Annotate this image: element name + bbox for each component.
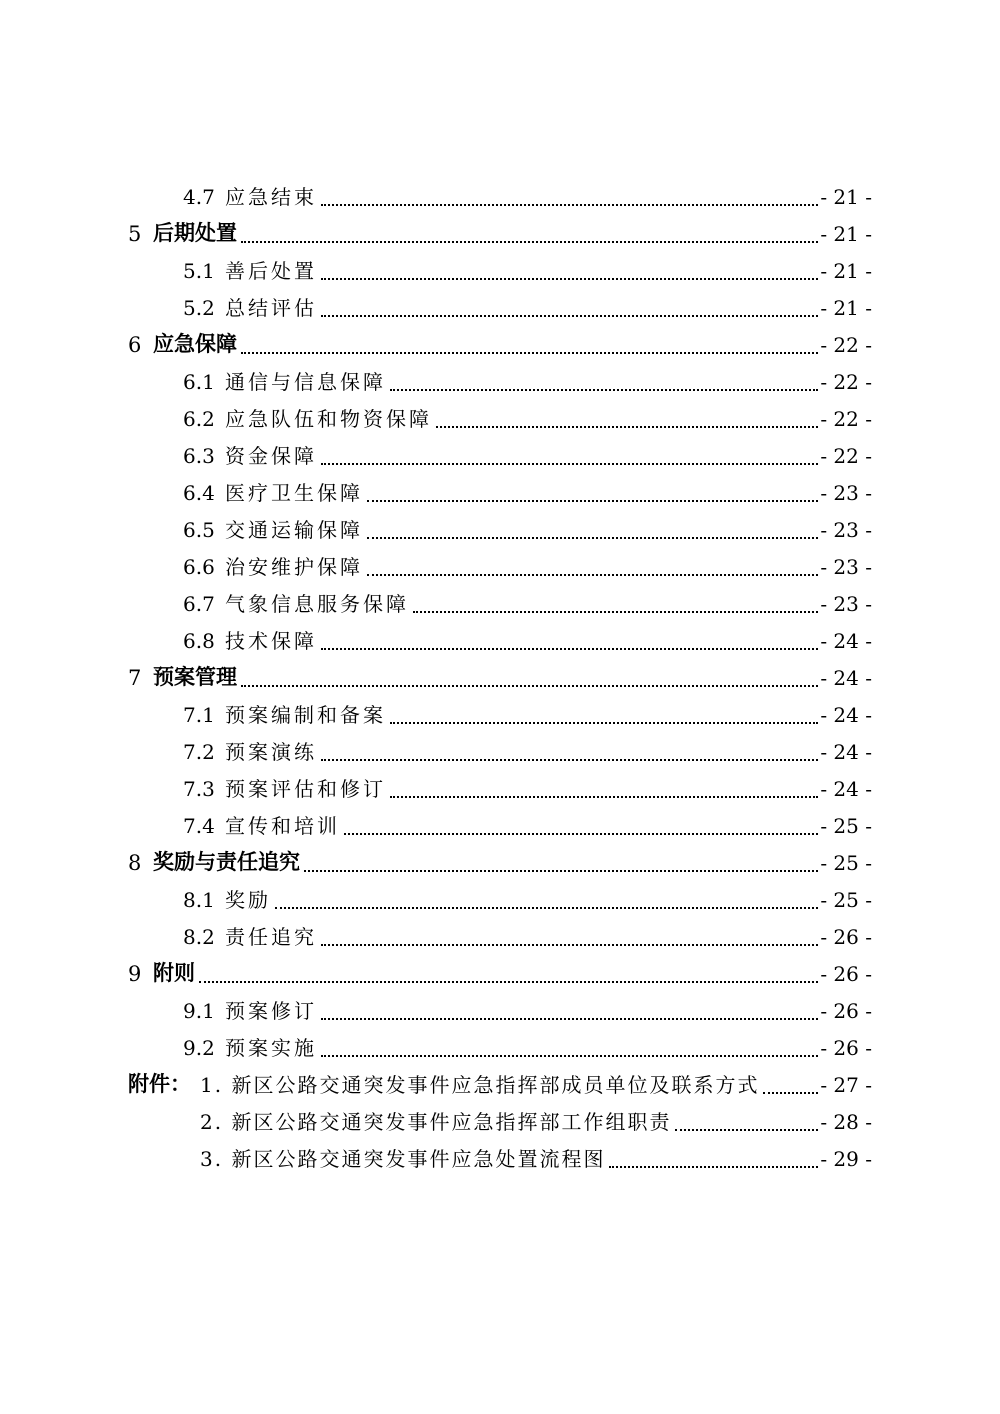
toc-entry[interactable]: [0, 476, 1000, 508]
toc-entry-title: 预案实施: [225, 1036, 317, 1060]
toc-entry-title: 总结评估: [225, 296, 317, 320]
toc-entry-title: 预案演练: [225, 740, 317, 764]
dot-leader: [321, 944, 818, 946]
toc-entry-page: - 24 -: [820, 740, 872, 764]
toc-entry-title: 资金保障: [225, 444, 317, 468]
dot-leader: [390, 389, 818, 391]
dot-leader: [321, 1055, 818, 1057]
toc-entry-page: - 25 -: [820, 888, 872, 912]
toc-entry-title: 技术保障: [225, 629, 317, 653]
toc-entry[interactable]: [0, 180, 1000, 212]
toc-entry[interactable]: [0, 587, 1000, 619]
toc-entry[interactable]: [0, 661, 1000, 693]
dot-leader: [304, 870, 818, 872]
toc-entry-number: 5.1: [183, 259, 215, 283]
toc-entry-number: 6.7: [183, 592, 215, 616]
toc-entry-title: 宣传和培训: [225, 814, 340, 838]
toc-entry-number: 7: [128, 666, 142, 690]
toc-entry-page: - 23 -: [820, 481, 872, 505]
toc-entry-page: - 23 -: [820, 555, 872, 579]
toc-entry-number: 6.4: [183, 481, 215, 505]
toc-entry-page: - 22 -: [820, 407, 872, 431]
toc-entry-page: - 25 -: [820, 814, 872, 838]
toc-entry-number: 6.3: [183, 444, 215, 468]
toc-entry-number: 9.2: [183, 1036, 215, 1060]
toc-entry[interactable]: [0, 365, 1000, 397]
toc-entry-page: - 24 -: [820, 629, 872, 653]
attachment-entry[interactable]: [0, 1142, 1000, 1174]
toc-entry-page: - 22 -: [820, 444, 872, 468]
toc-entry[interactable]: [0, 291, 1000, 323]
toc-entry-number: 6.1: [183, 370, 215, 394]
toc-entry-title: 责任追究: [225, 925, 317, 949]
dot-leader: [321, 1018, 818, 1020]
toc-entry-page: - 24 -: [820, 777, 872, 801]
attachment-title: 1. 新区公路交通突发事件应急指挥部成员单位及联系方式: [200, 1073, 760, 1097]
dot-leader: [413, 611, 818, 613]
toc-entry-number: 9: [128, 962, 142, 986]
dot-leader: [241, 685, 818, 687]
toc-entry-title: 应急保障: [153, 332, 237, 356]
toc-entry-number: 7.4: [183, 814, 215, 838]
toc-entry-title: 治安维护保障: [225, 555, 363, 579]
attachment-page: - 28 -: [820, 1110, 872, 1134]
toc-entry-page: - 21 -: [820, 259, 872, 283]
toc-entry-page: - 21 -: [820, 222, 872, 246]
toc-entry-page: - 26 -: [820, 1036, 872, 1060]
attachment-page: - 29 -: [820, 1147, 872, 1171]
toc-entry-number: 7.2: [183, 740, 215, 764]
toc-entry[interactable]: [0, 254, 1000, 286]
dot-leader: [367, 574, 818, 576]
dot-leader: [321, 759, 818, 761]
dot-leader: [321, 463, 818, 465]
toc-entry-title: 预案修订: [225, 999, 317, 1023]
toc-entry[interactable]: [0, 809, 1000, 841]
toc-entry-number: 5.2: [183, 296, 215, 320]
toc-entry-page: - 24 -: [820, 703, 872, 727]
dot-leader: [275, 907, 818, 909]
dot-leader: [344, 833, 818, 835]
toc-entry-title: 奖励: [225, 888, 271, 912]
toc-entry-title: 善后处置: [225, 259, 317, 283]
toc-entry-number: 6.2: [183, 407, 215, 431]
toc-entry-number: 8.2: [183, 925, 215, 949]
attachment-page: - 27 -: [820, 1073, 872, 1097]
dot-leader: [609, 1166, 818, 1168]
toc-entry-title: 应急结束: [225, 185, 317, 209]
toc-entry-title: 气象信息服务保障: [225, 592, 409, 616]
dot-leader: [321, 204, 818, 206]
toc-entry-number: 5: [128, 222, 142, 246]
toc-entry[interactable]: [0, 735, 1000, 767]
toc-entry-number: 7.1: [183, 703, 215, 727]
toc-entry-page: - 26 -: [820, 925, 872, 949]
toc-entry[interactable]: [0, 402, 1000, 434]
toc-entry-number: 6.6: [183, 555, 215, 579]
toc-entry-title: 通信与信息保障: [225, 370, 386, 394]
toc-entry-number: 7.3: [183, 777, 215, 801]
dot-leader: [367, 500, 818, 502]
dot-leader: [321, 648, 818, 650]
toc-entry-number: 8.1: [183, 888, 215, 912]
toc-entry[interactable]: [0, 957, 1000, 989]
toc-entry-page: - 26 -: [820, 962, 872, 986]
toc-entry[interactable]: [0, 883, 1000, 915]
toc-entry[interactable]: [0, 550, 1000, 582]
toc-entry[interactable]: [0, 513, 1000, 545]
toc-entry-title: 预案编制和备案: [225, 703, 386, 727]
toc-entry-page: - 24 -: [820, 666, 872, 690]
toc-entry-page: - 21 -: [820, 185, 872, 209]
toc-entry[interactable]: [0, 439, 1000, 471]
toc-entry[interactable]: [0, 624, 1000, 656]
toc-entry-number: 9.1: [183, 999, 215, 1023]
dot-leader: [321, 315, 818, 317]
attachment-entry[interactable]: [0, 1068, 1000, 1100]
dot-leader: [436, 426, 818, 428]
dot-leader: [390, 722, 818, 724]
toc-entry-page: - 25 -: [820, 851, 872, 875]
toc-entry[interactable]: [0, 846, 1000, 878]
dot-leader: [763, 1092, 818, 1094]
toc-entry[interactable]: [0, 772, 1000, 804]
toc-entry-page: - 22 -: [820, 333, 872, 357]
toc-entry[interactable]: [0, 1031, 1000, 1063]
toc-entry[interactable]: [0, 698, 1000, 730]
dot-leader: [241, 241, 818, 243]
toc-entry-number: 6: [128, 333, 142, 357]
toc-entry[interactable]: [0, 328, 1000, 360]
dot-leader: [321, 278, 818, 280]
toc-entry-title: 交通运输保障: [225, 518, 363, 542]
attachment-title: 3. 新区公路交通突发事件应急处置流程图: [200, 1147, 606, 1171]
dot-leader: [241, 352, 818, 354]
toc-entry-title: 预案评估和修订: [225, 777, 386, 801]
toc-entry-title: 后期处置: [153, 221, 237, 245]
dot-leader: [199, 981, 818, 983]
toc-entry[interactable]: [0, 994, 1000, 1026]
attachment-entry[interactable]: [0, 1105, 1000, 1137]
toc-entry-number: 4.7: [183, 185, 215, 209]
toc-entry[interactable]: [0, 217, 1000, 249]
toc-entry-title: 医疗卫生保障: [225, 481, 363, 505]
attachment-title: 2. 新区公路交通突发事件应急指挥部工作组职责: [200, 1110, 672, 1134]
toc-entry-title: 附则: [153, 961, 195, 985]
toc-entry[interactable]: [0, 920, 1000, 952]
attachments-label: 附件：: [128, 1072, 191, 1096]
toc-entry-number: 6.8: [183, 629, 215, 653]
dot-leader: [390, 796, 818, 798]
toc-entry-page: - 22 -: [820, 370, 872, 394]
toc-entry-title: 预案管理: [153, 665, 237, 689]
toc-entry-title: 奖励与责任追究: [153, 850, 300, 874]
toc-entry-page: - 21 -: [820, 296, 872, 320]
toc-entry-page: - 26 -: [820, 999, 872, 1023]
dot-leader: [367, 537, 818, 539]
toc-entry-number: 6.5: [183, 518, 215, 542]
toc-entry-number: 8: [128, 851, 142, 875]
dot-leader: [675, 1129, 818, 1131]
toc-entry-page: - 23 -: [820, 518, 872, 542]
toc-entry-title: 应急队伍和物资保障: [225, 407, 432, 431]
toc-entry-page: - 23 -: [820, 592, 872, 616]
